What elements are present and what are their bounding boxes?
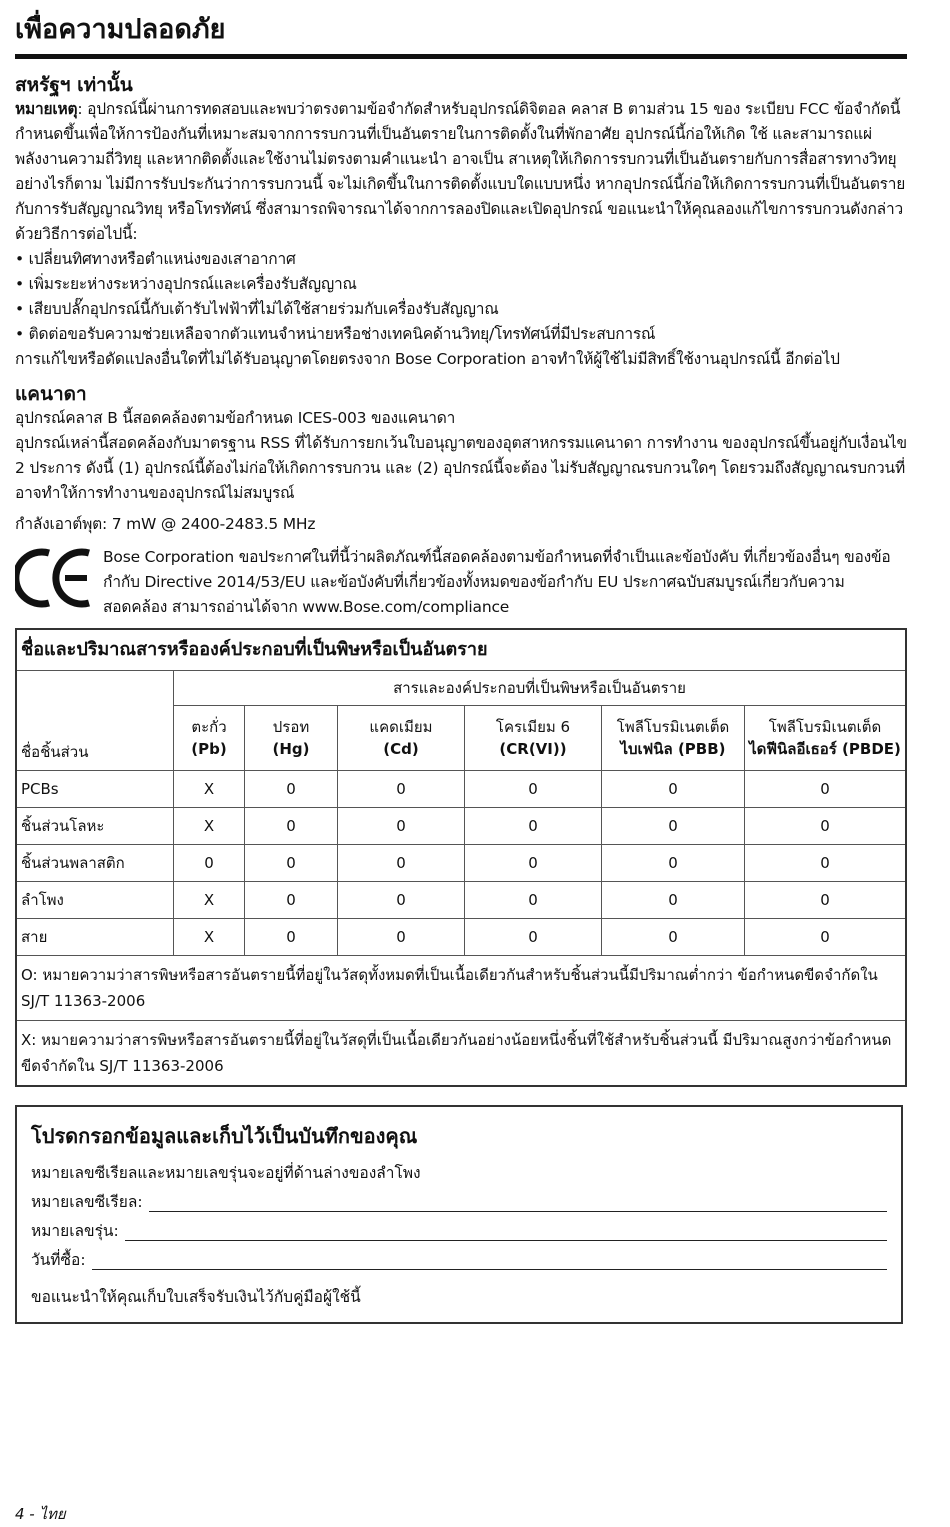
serial-number-label: หมายเลขซีเรียล: [31,1193,143,1211]
table-cell: 0 [745,919,907,956]
table-cell: 0 [602,845,745,882]
table-cell: X [174,919,245,956]
model-number-blank[interactable] [125,1220,887,1241]
purchase-date-field[interactable] [31,1246,887,1275]
substance-group-header: สารและองค์ประกอบที่เป็นพิษหรือเป็นอันตราย [174,671,907,706]
fcc-note-label: หมายเหตุ [15,100,78,118]
table-cell: 0 [745,845,907,882]
model-number-label: หมายเลขรุ่น: [31,1222,119,1240]
record-title: โปรดกรอกข้อมูลและเก็บไว้เป็นบันทึกของคุณ [31,1124,418,1148]
table-cell: 0 [745,882,907,919]
table-cell: 0 [338,808,465,845]
model-number-field[interactable] [31,1217,887,1246]
part-name: ลำโพง [16,882,174,919]
table-cell: 0 [602,919,745,956]
table-cell: 0 [465,771,602,808]
table-cell: 0 [245,919,338,956]
table-cell: 0 [745,771,907,808]
rss-statement: อุปกรณ์เหล่านี้สอดคล้องกับมาตรฐาน RSS ที่ได้รับการยกเว้นใบอนุญาตของอุตสาหกรรมแคนาดา การทำงาน ของอุปกรณ์ขึ้นอยู่กับเงื่อนไข 2 ประการ ดังนี้ (1) อุปกรณ์นี้ต้องไม่ก่อให้เกิดการรบกวน และ (2) อุปกรณ์นี้จะต้อง ไม่รับสัญญาณรบกวนใดๆ โดยรวมถึงสัญญาณรบกวนที่อาจทำให้การทำงานของอุปกรณ์ไม่สมบูรณ์ [15,434,907,502]
table-cell: X [174,808,245,845]
table-cell: 0 [465,808,602,845]
hazardous-substances-table [15,628,907,1087]
page-title: เพื่อความปลอดภัย [15,12,907,59]
table-cell: 0 [245,771,338,808]
serial-number-field[interactable] [31,1188,887,1217]
page-footer: 4 - ไทย [15,1505,66,1523]
table-cell: 0 [465,882,602,919]
ce-mark-icon [15,545,103,615]
table-row [16,845,906,882]
column-header: ปรอท (Hg) [245,706,338,771]
table-row [16,882,906,919]
ices-statement: อุปกรณ์คลาส B นี้สอดคล้องตามข้อกำหนด ICES-003 ของแคนาดา [15,409,456,427]
table-cell: 0 [338,771,465,808]
table-cell: 0 [245,808,338,845]
fcc-note [15,97,907,247]
part-name: สาย [16,919,174,956]
document-page [15,0,907,1324]
table-cell: X [174,882,245,919]
table-cell: 0 [745,808,907,845]
column-header: โครเมียม 6 (CR(VI)) [465,706,602,771]
table-row [16,771,906,808]
table-cell: 0 [602,808,745,845]
table-cell: 0 [465,919,602,956]
modification-warning: การแก้ไขหรือดัดแปลงอื่นใดที่ไม่ได้รับอนุญาตโดยตรงจาก Bose Corporation อาจทำให้ผู้ใช้ไม่มีสิทธิ์ใช้งานอุปกรณ์นี้ อีกต่อไป [15,350,840,368]
record-intro: หมายเลขซีเรียลและหมายเลขรุ่นจะอยู่ที่ด้านล่างของลำโพง [31,1164,421,1182]
part-name: PCBs [16,771,174,808]
ce-declaration [15,545,907,620]
part-name: ชิ้นส่วนโลหะ [16,808,174,845]
column-header: แคดเมียม (Cd) [338,706,465,771]
column-header: ตะกั่ว (Pb) [174,706,245,771]
table-caption: ชื่อและปริมาณสารหรือองค์ประกอบที่เป็นพิษหรือเป็นอันตราย [16,629,906,671]
serial-number-blank[interactable] [149,1191,887,1212]
receipt-advice: ขอแนะนำให้คุณเก็บใบเสร็จรับเงินไว้กับคู่มือผู้ใช้นี้ [31,1288,361,1306]
table-cell: 0 [338,882,465,919]
purchase-date-blank[interactable] [92,1249,887,1270]
table-cell: 0 [602,882,745,919]
table-cell: 0 [338,845,465,882]
table-cell: 0 [174,845,245,882]
ce-declaration-text: Bose Corporation ขอประกาศในที่นี้ว่าผลิตภัณฑ์นี้สอดคล้องตามข้อกำหนดที่จำเป็นและข้อบังคับ ที่เกี่ยวข้องอื่นๆ ของข้อกำกับ Directive 2014/53/EU และข้อบังคับที่เกี่ยวข้องทั้งหมดของข้อกำกับ EU ประกาศฉบับสมบูรณ์เกี่ยวกับความสอดคล้อง สามารถอ่านได้จาก www.Bose.com/compliance [103,548,891,616]
table-cell: 0 [245,845,338,882]
table-row [16,808,906,845]
part-name-header: ชื่อชิ้นส่วน [16,671,174,771]
purchase-date-label: วันที่ซื้อ: [31,1251,86,1269]
table-cell: 0 [245,882,338,919]
bullet-item: • ติดต่อขอรับความช่วยเหลือจากตัวแทนจำหน่ายหรือช่างเทคนิคด้านวิทยุ/โทรทัศน์ที่มีประสบการณ์ [15,325,656,343]
column-header: โพลีโบรมิเนตเต็ด ไดฟีนิลอีเธอร์ (PBDE) [745,706,907,771]
bullet-item: • เปลี่ยนทิศทางหรือตำแหน่งของเสาอากาศ [15,250,296,268]
note-o: O: หมายความว่าสารพิษหรือสารอันตรายนี้ที่อยู่ในวัสดุทั้งหมดที่เป็นเนื้อเดียวกันสำหรับชิ้นส่วนนี้มีปริมาณต่ำกว่า ข้อกำหนดขีดจำกัดใน SJ/T 11363-2006 [16,956,906,1021]
bullet-item: • เพิ่มระยะห่างระหว่างอุปกรณ์และเครื่องรับสัญญาณ [15,275,357,293]
output-power: กำลังเอาต์พุต: 7 mW @ 2400-2483.5 MHz [15,515,316,533]
note-x: X: หมายความว่าสารพิษหรือสารอันตรายนี้ที่อยู่ในวัสดุที่เป็นเนื้อเดียวกันอย่างน้อยหนึ่งชิ้นที่ใช้สำหรับชิ้นส่วนนี้ มีปริมาณสูงกว่าข้อกำหนดขีดจำกัดใน SJ/T 11363-2006 [16,1021,906,1087]
table-cell: 0 [338,919,465,956]
table-row [16,919,906,956]
fcc-note-text: : อุปกรณ์นี้ผ่านการทดสอบและพบว่าตรงตามข้อจำกัดสำหรับอุปกรณ์ดิจิตอล คลาส B ตามส่วน 15 ของ ระเบียบ FCC ข้อจำกัดนี้กำหนดขึ้นเพื่อให้การป้องกันที่เหมาะสมจากการรบกวนที่เป็นอันตรายในการติดตั้งในที่พักอาศัย อุปกรณ์นี้ก่อให้เกิด ใช้ และสามารถแผ่พลังงานความถี่วิทยุ และหากติดตั้งและใช้งานไม่ตรงตามคำแนะนำ อาจเป็น สาเหตุให้เกิดการรบกวนที่เป็นอันตรายกับการสื่อสารทางวิทยุ อย่างไรก็ตาม ไม่มีการรับประกันว่าการรบกวนนี้ จะไม่เกิดขึ้นในการติดตั้งแบบใดแบบหนึ่ง หากอุปกรณ์นี้ก่อให้เกิดการรบกวนที่เป็นอันตรายกับการรับสัญญาณวิทยุ หรือโทรทัศน์ ซึ่งสามารถพิจารณาได้จากการลองปิดและเปิดอุปกรณ์ ขอแนะนำให้คุณลองแก้ไขการรบกวนดังกล่าว ด้วยวิธีการต่อไปนี้: [15,100,906,243]
table-cell: X [174,771,245,808]
table-cell: 0 [465,845,602,882]
record-box [15,1105,903,1324]
usa-heading: สหรัฐฯ เท่านั้น [15,74,133,96]
part-name: ชิ้นส่วนพลาสติก [16,845,174,882]
bullet-item: • เสียบปลั๊กอุปกรณ์นี้กับเต้ารับไฟฟ้าที่ไม่ได้ใช้สายร่วมกับเครื่องรับสัญญาณ [15,300,499,318]
column-header: โพลีโบรมิเนตเต็ด ไบเฟนิล (PBB) [602,706,745,771]
table-cell: 0 [602,771,745,808]
canada-heading: แคนาดา [15,383,87,405]
